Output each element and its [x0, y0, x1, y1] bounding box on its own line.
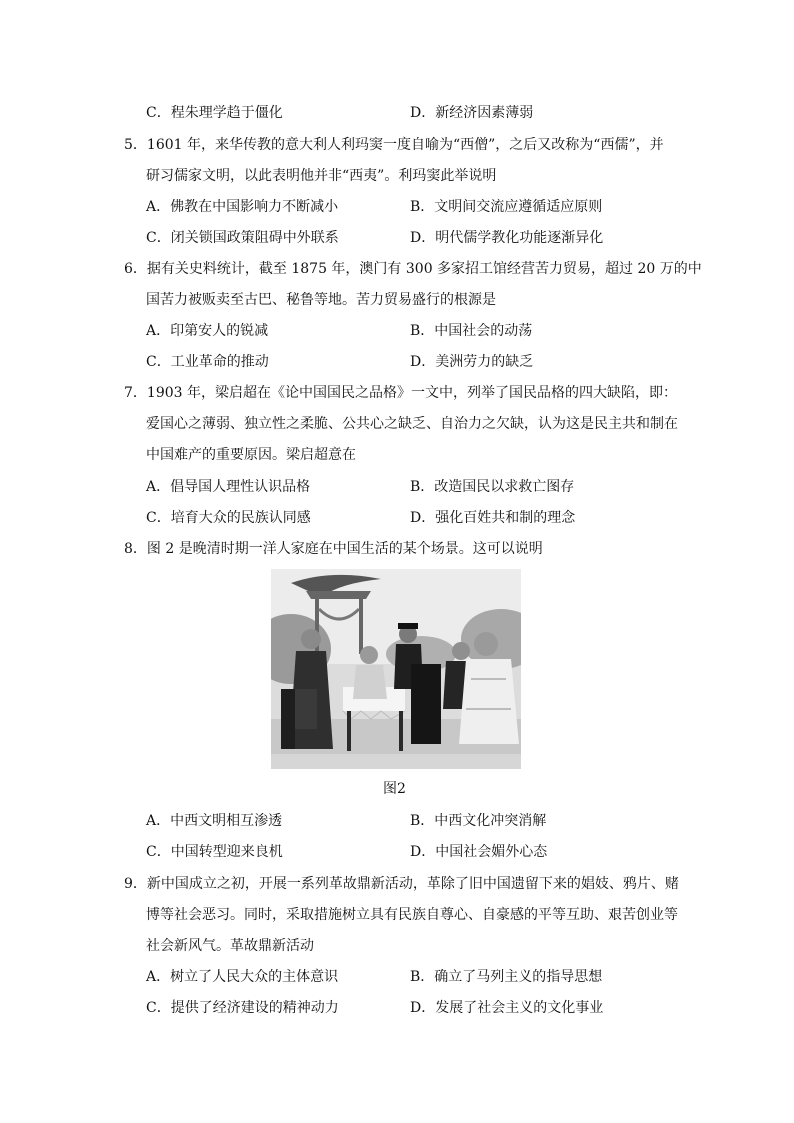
option-a: A．倡导国人理性认识品格: [146, 479, 311, 495]
question-7-stem: 7．1903 年，梁启超在《论中国国民之品格》一文中，列举了国民品格的四大缺陷，即：: [124, 385, 677, 401]
question-8-stem: 8．图 2 是晚清时期一洋人家庭在中国生活的某个场景。这可以说明: [124, 541, 543, 557]
question-9-stem: 9．新中国成立之初，开展一系列革故鼎新活动，革除了旧中国遗留下来的娼妓、鸦片、赌: [124, 876, 679, 892]
option-b: B．中西文化冲突消解: [410, 813, 547, 829]
option-c: C．闭关锁国政策阻碍中外联系: [146, 230, 339, 246]
historical-photo: [271, 569, 521, 769]
question-9-stem-line-3: 社会新风气。革故鼎新活动: [146, 938, 314, 954]
question-5-stem: 5．1601 年，来华传教的意大利人利玛窦一度自喻为“西僧”，之后又改称为“西儒”，并: [124, 137, 664, 153]
option-d: D．发展了社会主义的文化事业: [410, 1000, 604, 1016]
question-6-stem-line-2: 国苦力被贩卖至古巴、秘鲁等地。苦力贸易盛行的根源是: [146, 292, 496, 308]
option-c: C．程朱理学趋于僵化: [146, 105, 283, 121]
option-d: D．美洲劳力的缺乏: [410, 354, 534, 370]
option-d: D．新经济因素薄弱: [410, 105, 534, 121]
option-b: B．中国社会的动荡: [410, 323, 533, 339]
question-7-stem-line-2: 爱国心之薄弱、独立性之柔脆、公共心之缺乏、自治力之欠缺，认为这是民主共和制在: [146, 416, 678, 432]
option-d: D．明代儒学教化功能逐渐异化: [410, 230, 604, 246]
family-scene-illustration: [271, 569, 521, 769]
option-d: D．强化百姓共和制的理念: [410, 510, 576, 526]
figure-caption: 图2: [383, 781, 406, 797]
question-7-stem-line-3: 中国难产的重要原因。梁启超意在: [146, 447, 356, 463]
option-b: B．确立了马列主义的指导思想: [410, 969, 603, 985]
option-c: C．中国转型迎来良机: [146, 844, 283, 860]
option-a: A．树立了人民大众的主体意识: [146, 969, 339, 985]
option-a: A．印第安人的锐减: [146, 323, 269, 339]
option-a: A．中西文明相互渗透: [146, 813, 283, 829]
option-b: B．文明间交流应遵循适应原则: [410, 199, 603, 215]
question-9-stem-line-2: 博等社会恶习。同时，采取措施树立具有民族自尊心、自豪感的平等互助、艰苦创业等: [146, 907, 678, 923]
question-6-stem: 6．据有关史料统计，截至 1875 年，澳门有 300 多家招工馆经营苦力贸易，超过 20 万的中: [124, 261, 702, 277]
question-5-stem-line-2: 研习儒家文明，以此表明他并非“西夷”。利玛窦此举说明: [146, 168, 497, 184]
option-a: A．佛教在中国影响力不断减小: [146, 199, 339, 215]
option-b: B．改造国民以求救亡图存: [410, 479, 575, 495]
option-c: C．提供了经济建设的精神动力: [146, 1000, 339, 1016]
option-d: D．中国社会媚外心态: [410, 844, 548, 860]
option-c: C．工业革命的推动: [146, 354, 269, 370]
option-c: C．培育大众的民族认同感: [146, 510, 311, 526]
